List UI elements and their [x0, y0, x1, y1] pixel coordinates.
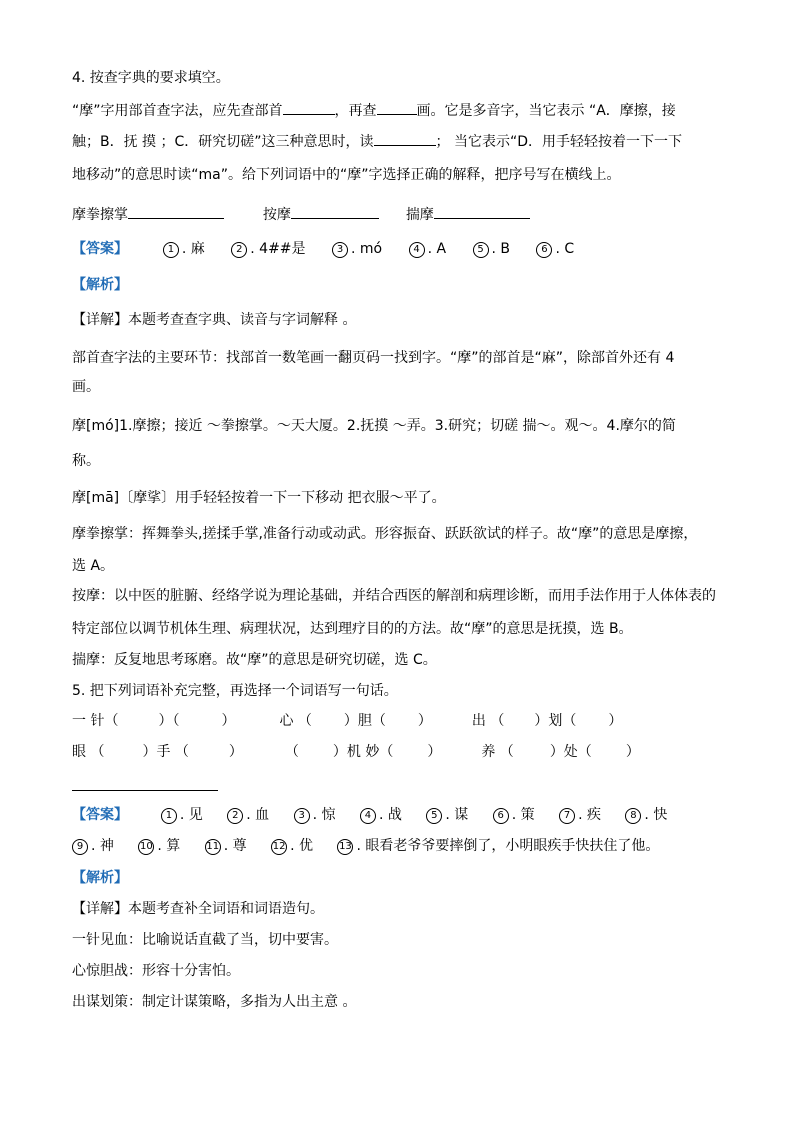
text-fragment: ）（: [158, 713, 180, 729]
text-fragment: . 谋: [445, 807, 469, 823]
text-fragment: 本题考查查字典、读音与字词解释 。: [128, 312, 357, 328]
text-fragment: ）: [417, 713, 432, 729]
text-fragment: ）划（: [534, 713, 577, 729]
text-fragment: . 算: [157, 838, 181, 854]
answer-number-circle: 2: [227, 808, 243, 824]
word-3: 揣摩: [405, 207, 434, 223]
q5-answer-3: [294, 805, 336, 825]
q5-fill-row-1: [72, 711, 622, 731]
answer-number-circle: 6: [536, 242, 552, 258]
q5-answer-11: [205, 836, 247, 856]
q5-title: 5. 把下列词语补充完整，再选择一个词语写一句话。: [72, 683, 398, 699]
text-fragment: 【详解】: [72, 901, 128, 917]
text-fragment: 画。它是多音字，当它表示 “A．摩擦，接: [416, 103, 676, 119]
answer-number-circle: 2: [231, 242, 247, 258]
text-fragment: ）胆（: [343, 713, 386, 729]
text-fragment: . 尊: [223, 838, 247, 854]
q5-answer-5: [426, 805, 468, 825]
q5-answer-13: [337, 836, 659, 856]
text-fragment: . 血: [246, 807, 270, 823]
text-fragment: 出 （: [471, 713, 505, 729]
text-fragment: ）: [221, 713, 236, 729]
text-fragment: ； 当它表示“D．用手轻轻按着一下一下: [435, 134, 683, 150]
text-fragment: 触；B．抚 摸 ；C．研究切磋”这三种意思时，读: [72, 134, 374, 150]
q4-answer-row: [72, 239, 596, 259]
word-3-blank[interactable]: [434, 204, 530, 219]
q5-answer-row-2: [72, 836, 659, 856]
text-fragment: . 眼看老爷爷要摔倒了，小明眼疾手快扶住了他。: [356, 838, 660, 854]
q5-answer-7: [559, 805, 601, 825]
text-fragment: . 麻: [181, 241, 205, 257]
q5-answer-10: [138, 836, 180, 856]
answer-number-circle: 13: [337, 839, 353, 855]
text-fragment: . 疾: [578, 807, 601, 823]
text-fragment: 心 （: [279, 713, 312, 729]
text-fragment: ）: [427, 744, 442, 760]
answer-number-circle: 3: [332, 242, 348, 258]
q5-answer-9: [72, 836, 114, 856]
q5-answer-4: [360, 805, 402, 825]
word-1: 摩拳擦掌: [72, 207, 128, 223]
q4-answer-1: [163, 239, 205, 259]
answer-number-circle: 4: [360, 808, 376, 824]
q4-paragraph-line-3: 地移动”的意思时读“ma”。给下列词语中的“摩”字选择正确的解释，把序号写在横线上。: [72, 167, 621, 183]
text-fragment: . 战: [378, 807, 402, 823]
answer-number-circle: 1: [161, 808, 177, 824]
blank-radical[interactable]: [283, 100, 335, 115]
text-fragment: ）机 妙（: [332, 744, 394, 760]
q5-analysis-tag: 【解析】: [72, 870, 128, 886]
q4-paragraph-line-1: [72, 100, 676, 121]
answer-number-circle: 6: [493, 808, 509, 824]
q5-explain-1: 一针见血：比喻说话直截了当，切中要害。: [72, 932, 338, 948]
text-fragment: 【详解】: [72, 312, 128, 328]
answer-number-circle: 1: [163, 242, 179, 258]
q4-answer-6: [536, 239, 574, 259]
text-fragment: ）: [608, 713, 623, 729]
q5-detail-line: [72, 899, 324, 919]
answer-number-circle: 5: [426, 808, 442, 824]
q5-answer-1: [161, 805, 203, 825]
answer-tag: 【答案】: [72, 241, 128, 257]
q4-paragraph-line-2: [72, 131, 682, 152]
sentence-answer-line[interactable]: [72, 790, 218, 791]
answer-number-circle: 3: [294, 808, 310, 824]
q4-explain-4a: 摩拳擦掌：挥舞拳头,搓揉手掌,准备行动或动武。形容振奋、跃跃欲试的样子。故“摩”的意思是摩擦，: [72, 526, 698, 542]
q4-answer-2: [231, 239, 305, 259]
q5-explain-2: 心惊胆战：形容十分害怕。: [72, 963, 240, 979]
q5-answer-2: [227, 805, 269, 825]
text-fragment: . C: [555, 241, 575, 257]
text-fragment: ）处（: [549, 744, 592, 760]
q4-answer-5: [473, 239, 511, 259]
q4-word-row: [72, 204, 530, 225]
q4-explain-5b: 特定部位以调节机体生理、病理状况，达到理疗目的的方法。故“摩”的意思是抚摸，选 B。: [72, 621, 633, 637]
text-fragment: . A: [427, 241, 447, 257]
q4-title: 4. 按查字典的要求填空。: [72, 70, 230, 86]
text-fragment: （: [284, 744, 299, 760]
text-fragment: ）: [228, 744, 243, 760]
answer-number-circle: 12: [271, 839, 287, 855]
q5-answer-12: [271, 836, 313, 856]
answer-number-circle: 9: [72, 839, 88, 855]
answer-number-circle: 11: [205, 839, 221, 855]
q4-explain-2b: 称。: [72, 453, 100, 469]
q4-explain-6: 揣摩：反复地思考琢磨。故“摩”的意思是研究切磋，选 C。: [72, 652, 437, 668]
text-fragment: . 快: [644, 807, 668, 823]
word-2-blank[interactable]: [291, 204, 379, 219]
q5-fill-row-2: [72, 742, 640, 762]
q4-answer-4: [409, 239, 446, 259]
text-fragment: 养 （: [481, 744, 514, 760]
text-fragment: 眼 （: [72, 744, 105, 760]
text-fragment: . 策: [511, 807, 535, 823]
text-fragment: . mó: [351, 241, 383, 257]
text-fragment: ，再查: [334, 103, 377, 119]
text-fragment: ）: [625, 744, 640, 760]
q5-answer-row-1: [72, 805, 667, 825]
q4-explain-1a: 部首查字法的主要环节：找部首一数笔画一翻页码一找到字。“摩”的部首是“麻”，除部首外还有 4: [72, 350, 675, 366]
q4-explain-5a: 按摩：以中医的脏腑、经络学说为理论基础，并结合西医的解剖和病理诊断，而用手法作用于人体体表的: [72, 588, 716, 604]
text-fragment: . 优: [290, 838, 313, 854]
answer-tag: 【答案】: [72, 807, 128, 823]
text-fragment: 本题考查补全词语和词语造句。: [128, 901, 324, 917]
text-fragment: . B: [491, 241, 511, 257]
q5-answer-8: [625, 805, 667, 825]
q4-explain-2a: 摩[mó]1.摩擦；接近 ～拳擦掌。～天大厦。2.抚摸 ～弄。3.研究；切磋 揣～。观～。4.摩尔的简: [72, 418, 676, 434]
blank-strokes[interactable]: [377, 100, 417, 115]
word-2: 按摩: [262, 207, 291, 223]
q4-answer-3: [332, 239, 382, 259]
text-fragment: 一 针（: [72, 713, 119, 729]
q4-explain-1b: 画。: [72, 379, 100, 395]
q5-explain-3: 出谋划策：制定计谋策略，多指为人出主意 。: [72, 994, 357, 1010]
answer-number-circle: 5: [473, 242, 489, 258]
q4-analysis-tag: 【解析】: [72, 277, 128, 293]
answer-number-circle: 7: [559, 808, 575, 824]
text-fragment: . 4##是: [250, 241, 306, 257]
answer-number-circle: 10: [138, 839, 154, 855]
blank-pronunciation[interactable]: [374, 131, 436, 146]
answer-number-circle: 8: [625, 808, 641, 824]
text-fragment: . 惊: [312, 807, 336, 823]
text-fragment: ）手 （: [142, 744, 189, 760]
text-fragment: “摩”字用部首查字法，应先查部首: [72, 103, 283, 119]
q4-detail-line: [72, 310, 356, 330]
answer-number-circle: 4: [409, 242, 425, 258]
q4-explain-4b: 选 A。: [72, 558, 115, 574]
word-1-blank[interactable]: [128, 204, 224, 219]
text-fragment: . 见: [179, 807, 203, 823]
text-fragment: . 神: [91, 838, 114, 854]
q4-explain-3: 摩[mā]〔摩挲〕用手轻轻按着一下一下移动 把衣服～平了。: [72, 490, 446, 506]
q5-answer-6: [493, 805, 535, 825]
